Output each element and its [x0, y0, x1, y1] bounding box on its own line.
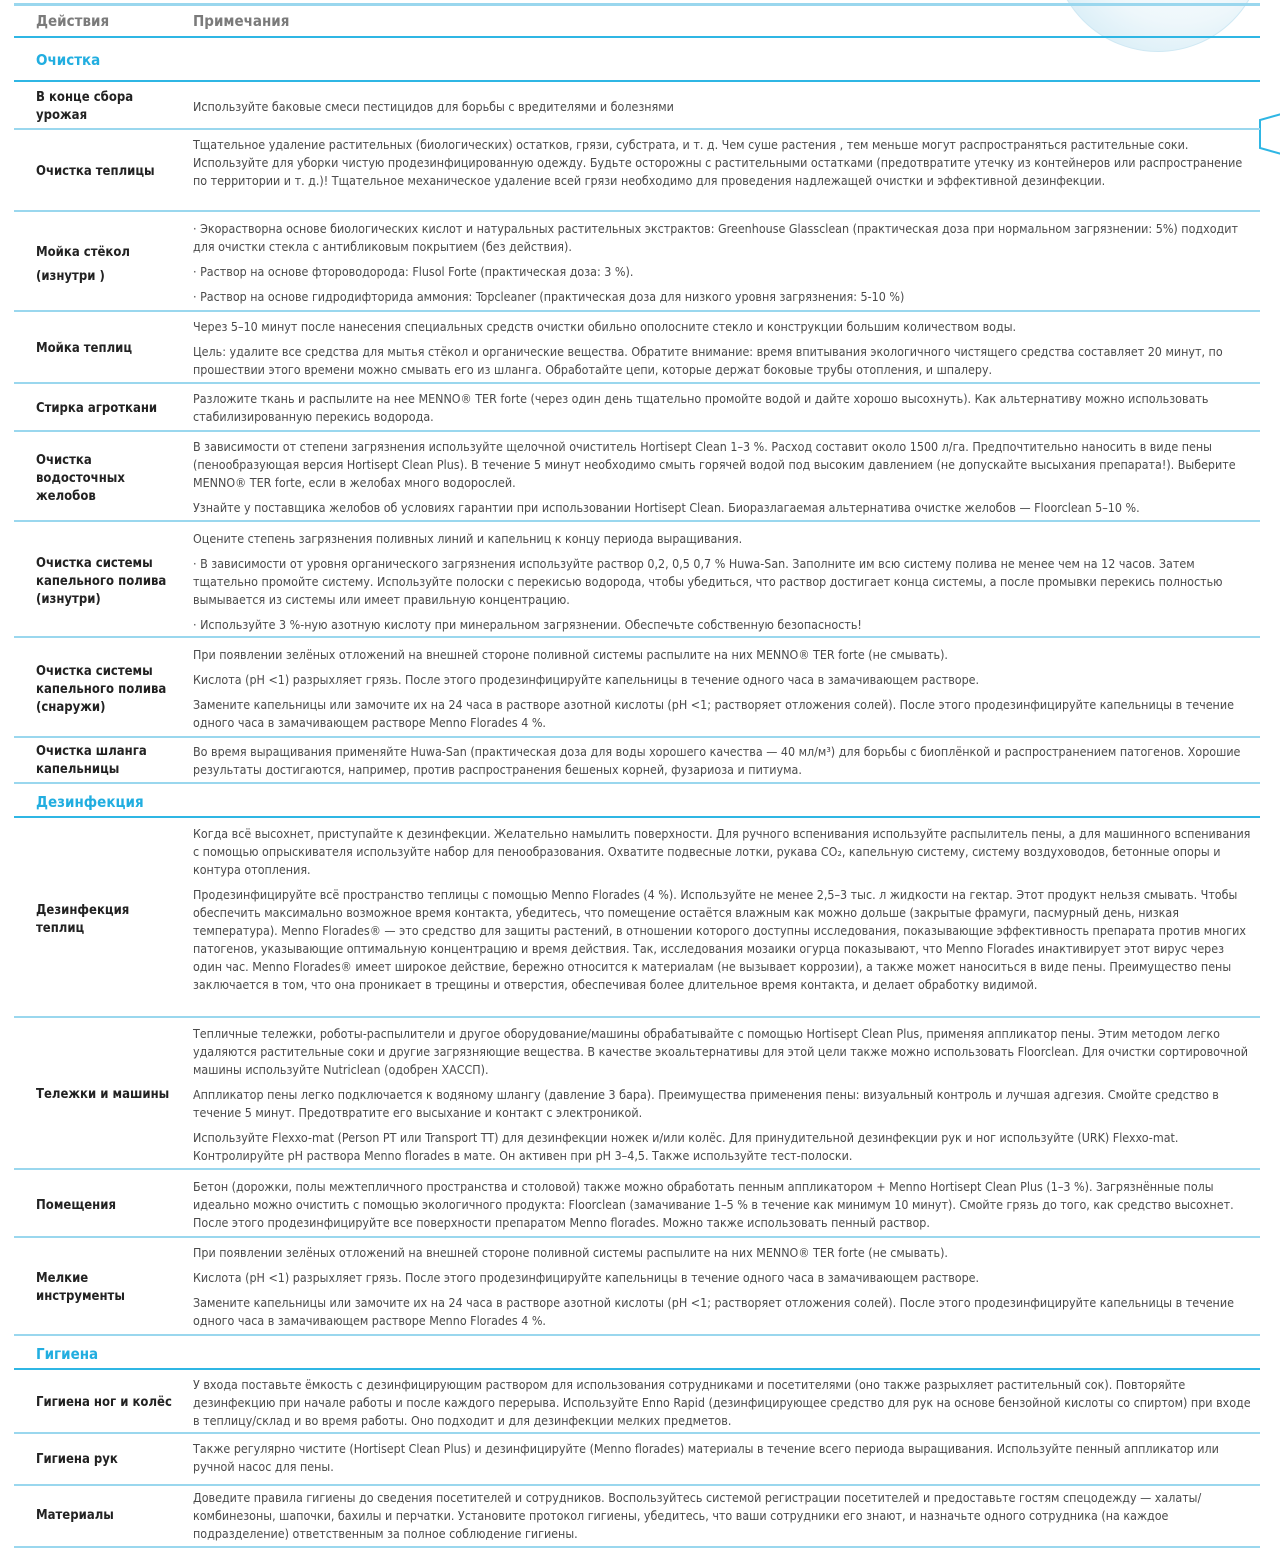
top-rule	[14, 3, 1260, 6]
table-row	[14, 384, 1260, 432]
note-paragraph: У входа поставьте ёмкость с дезинфицирующим раствором для использования сотрудниками и посетителями (оно также разрыхляет растительный сок). Повторяйте дезинфекцию при начале работы и после каждого перерыва. Используйте Enno Rapid (дезинфицирующее средство для рук на основе бензойной кислоты со спиртом) при входе в теплицу/склад и во время работы. Оно подходит и для дезинфекции мелких предметов.	[193, 1377, 1251, 1428]
note-paragraph: Разложите ткань и распылите на нее MENNO® TER forte (через один день тщательно промойте водой и дайте хорошо высохнуть). Как альтернативу можно использовать стабилизированную перекись водорода.	[193, 391, 1209, 424]
note-paragraph: · Раствор на основе фтороводорода: Flusol Forte (практическая доза: 3 %).	[193, 264, 634, 279]
notes-cell	[193, 646, 1255, 732]
note-paragraph: Аппликатор пены легко подключается к водяному шлангу (давление 3 бара). Преимущества применения пены: визуальный контроль и лучшая адгезия. Смойте средство в течение 5 минут. Предотвратите его высыхание и контакт с электроникой.	[193, 1087, 1219, 1120]
notes-cell	[193, 1489, 1255, 1543]
note-paragraph: При появлении зелёных отложений на внешней стороне поливной системы распылите на них MENNO® TER forte (не смывать).	[193, 1245, 948, 1260]
section-title: Гигиена	[36, 1345, 99, 1363]
note-paragraph: Используйте Flexxo-mat (Person PT или Transport TT) для дезинфекции ножек и/или колёс. Для принудительной дезинфекции рук и ног используйте (URK) Flexxo-mat. Контролируйте pH раствора Menno florades в мате. Он активен при pH 3–4,5. Также используйте тест-полоски.	[193, 1130, 1179, 1163]
notes-cell	[193, 220, 1255, 306]
table-row	[14, 638, 1260, 738]
table-row	[14, 432, 1260, 522]
table-row	[14, 1370, 1260, 1434]
notes-cell	[193, 1025, 1255, 1165]
notes-cell	[193, 318, 1255, 379]
notes-cell	[193, 1376, 1255, 1430]
header-actions: Действия	[36, 12, 110, 30]
action-cell: Тележки и машины	[36, 1087, 170, 1102]
notes-cell	[193, 1244, 1255, 1330]
action-cell: Мойка теплиц	[36, 341, 133, 356]
table-row	[14, 818, 1260, 1018]
notes-cell	[193, 438, 1255, 517]
table-row	[14, 522, 1260, 638]
table-row	[14, 312, 1260, 384]
note-paragraph: Доведите правила гигиены до сведения посетителей и сотрудников. Воспользуйтесь системой регистрации посетителей и предоставьте гостям спецодежду — халаты/ комбинезоны, шапочки, бахилы и перчатки. Установите протокол гигиены, убедитесь, что ваши сотрудники его знают, и назначьте одного сотрудника (на каждое подразделение) ответственным за полное соблюдение гигиены.	[193, 1490, 1202, 1541]
notes-cell	[193, 530, 1255, 634]
action-cell: Мелкие инструменты	[36, 1271, 125, 1304]
notes-cell	[193, 825, 1255, 994]
note-paragraph: Оцените степень загрязнения поливных линий и капельниц к концу периода выращивания.	[193, 531, 743, 546]
note-paragraph: Тепличные тележки, роботы-распылители и другое оборудование/машины обрабатывайте с помощью Hortisept Clean Plus, применяя аппликатор пены. Этим методом легко удаляются растительные соки и другие загрязняющие вещества. В качестве экоальтернативы для этой цели также можно использовать Floorclean. Для очистки сортировочной машины используйте Nutriclean (одобрен ХАССП).	[193, 1026, 1248, 1077]
note-paragraph: · В зависимости от уровня органического загрязнения используйте раствор 0,2, 0,5 0,7 % Huwa-San. Заполните им всю систему полива не менее чем на 12 часов. Затем тщательно промойте систему. Используйте полоски с перекисью водорода, чтобы убедиться, что раствор достигает конца системы, а после промывки перекись полностью вымывается из системы или имеет правильную концентрацию.	[193, 556, 1223, 607]
section-title: Очистка	[36, 51, 101, 69]
table-row	[14, 82, 1260, 130]
note-paragraph: Когда всё высохнет, приступайте к дезинфекции. Желательно намылить поверхности. Для ручного вспенивания используйте распылитель пены, а для машинного вспенивания с помощью опрыскивателя используйте набор для пенообразования. Охватите подвесные лотки, рукава CO₂, капельную систему, систему воздуховодов, бетонные опоры и контура отопления.	[193, 826, 1251, 877]
table-row	[14, 1238, 1260, 1336]
action-cell: Очистка шланга капельницы	[36, 744, 147, 777]
notes-cell	[193, 98, 1255, 116]
action-cell: Гигиена ног и колёс	[36, 1395, 172, 1410]
note-paragraph: Через 5–10 минут после нанесения специальных средств очистки обильно ополосните стекло и конструкции большим количеством воды.	[193, 319, 1017, 334]
note-paragraph: Бетон (дорожки, полы межтепличного пространства и столовой) также можно обработать пенным аппликатором + Menno Hortisept Clean Plus (1–3 %). Загрязнённые полы идеально можно очистить с помощью экологичного продукта: Floorclean (замачивание 1–5 % в течение как минимум 10 минут). Смойте грязь до того, как средство высохнет. После этого продезинфицируйте все поверхности препаратом Menno florades. Можно также использовать пенный раствор.	[193, 1179, 1234, 1230]
table-row	[14, 1170, 1260, 1238]
notes-cell	[193, 1440, 1255, 1476]
header-notes: Примечания	[193, 12, 290, 30]
table-row	[14, 1434, 1260, 1486]
action-cell: Гигиена рук	[36, 1452, 118, 1467]
note-paragraph: Узнайте у поставщика желобов об условиях гарантии при использовании Hortisept Clean. Биоразлагаемая альтернатива очистке желобов — Floorclean 5–10 %.	[193, 500, 1140, 515]
note-paragraph: В зависимости от степени загрязнения используйте щелочной очиститель Hortisept Clean 1–3 %. Расход составит около 1500 л/га. Предпочтительно наносить в виде пены (пенообразующая версия Hortisept Clean Plus). В течение 5 минут необходимо смыть горячей водой под высоким давлением (не допускайте высыхания препарата!). Выберите MENNO® TER forte, если в желобах много водорослей.	[193, 439, 1236, 490]
section-disinfection	[14, 784, 1260, 818]
note-paragraph: · Раствор на основе гидродифторида аммония: Topcleaner (практическая доза для низкого уровня загрязнения: 5-10 %)	[193, 289, 905, 304]
notes-cell	[193, 390, 1255, 426]
action-cell: Материалы	[36, 1508, 114, 1523]
table-row	[14, 738, 1260, 784]
action-cell: Помещения	[36, 1198, 116, 1213]
section-cleaning	[14, 38, 1260, 82]
notes-cell	[193, 136, 1255, 190]
note-paragraph: Во время выращивания применяйте Huwa-San (практическая доза для воды хорошего качества — 40 мл/м³) для борьбы с биоплёнкой и распространением патогенов. Хорошие результаты достигаются, например, против распространения бешеных корней, фузариоза и питиума.	[193, 744, 1241, 777]
note-paragraph: · Экорастворна основе биологических кислот и натуральных растительных экстрактов: Greenhouse Glassclean (практическая доза при нормальном загрязнении: 5%) подходит для очистки стекла с антибликовым покрытием (без действия).	[193, 221, 1238, 254]
table-row	[14, 212, 1260, 312]
note-paragraph: Кислота (pH <1) разрыхляет грязь. После этого продезинфицируйте капельницы в течение одного часа в замачивающем растворе.	[193, 672, 980, 687]
notes-cell	[193, 743, 1255, 779]
section-title: Дезинфекция	[36, 793, 144, 811]
action-cell: В конце сбора урожая	[36, 90, 134, 123]
note-paragraph: Цель: удалите все средства для мытья стёкол и органические вещества. Обратите внимание: время впитывания экологичного чистящего средства составляет 20 минут, по прошествии этого времени можно смывать его из шланга. Обработайте цепи, которые держат боковые трубы отопления, и шпалеру.	[193, 344, 1223, 377]
note-paragraph: Используйте баковые смеси пестицидов для борьбы с вредителями и болезнями	[193, 99, 674, 114]
section-hygiene	[14, 1336, 1260, 1370]
note-paragraph: Кислота (pH <1) разрыхляет грязь. После этого продезинфицируйте капельницы в течение одного часа в замачивающем растворе.	[193, 1270, 980, 1285]
action-cell: Очистка водосточных желобов	[36, 453, 125, 504]
action-cell: Очистка системы капельного полива (снаружи)	[36, 664, 167, 715]
table-header	[14, 12, 1260, 34]
note-paragraph: При появлении зелёных отложений на внешней стороне поливной системы распылите на них MENNO® TER forte (не смывать).	[193, 647, 948, 662]
action-cell: Дезинфекция теплиц	[36, 903, 130, 936]
table-row	[14, 1018, 1260, 1170]
action-cell: Мойка стёкол (изнутри )	[36, 245, 130, 284]
action-cell: Очистка системы капельного полива (изнутри)	[36, 556, 167, 607]
note-paragraph: Замените капельницы или замочите их на 24 часа в растворе азотной кислоты (pH <1; растворяет отложения солей). После этого продезинфицируйте капельницы в течение одного часа в замачивающем растворе Menno Florades 4 %.	[193, 1295, 1234, 1328]
notes-cell	[193, 1178, 1255, 1232]
table-row	[14, 1486, 1260, 1548]
note-paragraph: Тщательное удаление растительных (биологических) остатков, грязи, субстрата, и т. д. Чем суше растения , тем меньше могут распространяться растительные соки. Используйте для уборки чистую продезинфицированную одежду. Будьте осторожны с растительными остатками (предотвратите утечку из контейнеров или распространение по территории и т. д.)! Тщательное механическое удаление всей грязи необходимо для проведения надлежащей очистки и эффективной дезинфекции.	[193, 137, 1243, 188]
table-row	[14, 130, 1260, 212]
action-cell: Очистка теплицы	[36, 164, 155, 179]
note-paragraph: Также регулярно чистите (Hortisept Clean Plus) и дезинфицируйте (Menno florades) материалы в течение всего периода выращивания. Используйте пенный аппликатор или ручной насос для пены.	[193, 1441, 1219, 1474]
action-cell: Стирка агроткани	[36, 401, 158, 416]
note-paragraph: Продезинфицируйте всё пространство теплицы с помощью Menno Florades (4 %). Используйте не менее 2,5–3 тыс. л жидкости на гектар. Этот продукт нельзя смывать. Чтобы обеспечить максимально возможное время контакта, убедитесь, что помещение остаётся влажным как можно дольше (закрытые фрамуги, пасмурный день, низкая температура). Menno Florades® — это средство для защиты растений, в отношении которого доступны исследования, показывающие эффективность препарата против многих патогенов, указывающие оптимальную концентрацию и время действия. Так, исследования мозаики огурца показывают, что Menno Florades инактивирует этот вирус через один час. Menno Florades® имеет широкое действие, бережно относится к материалам (не вызывает коррозии), а также может наноситься в виде пены. Преимущество пены заключается в том, что она проникает в трещины и отверстия, обеспечивая более длительное время контакта, и делает обработку видимой.	[193, 887, 1246, 992]
note-paragraph: · Используйте 3 %-ную азотную кислоту при минеральном загрязнении. Обеспечьте собственную безопасность!	[193, 617, 862, 632]
note-paragraph: Замените капельницы или замочите их на 24 часа в растворе азотной кислоты (pH <1; растворяет отложения солей). После этого продезинфицируйте капельницы в течение одного часа в замачивающем растворе Menno Florades 4 %.	[193, 697, 1234, 730]
